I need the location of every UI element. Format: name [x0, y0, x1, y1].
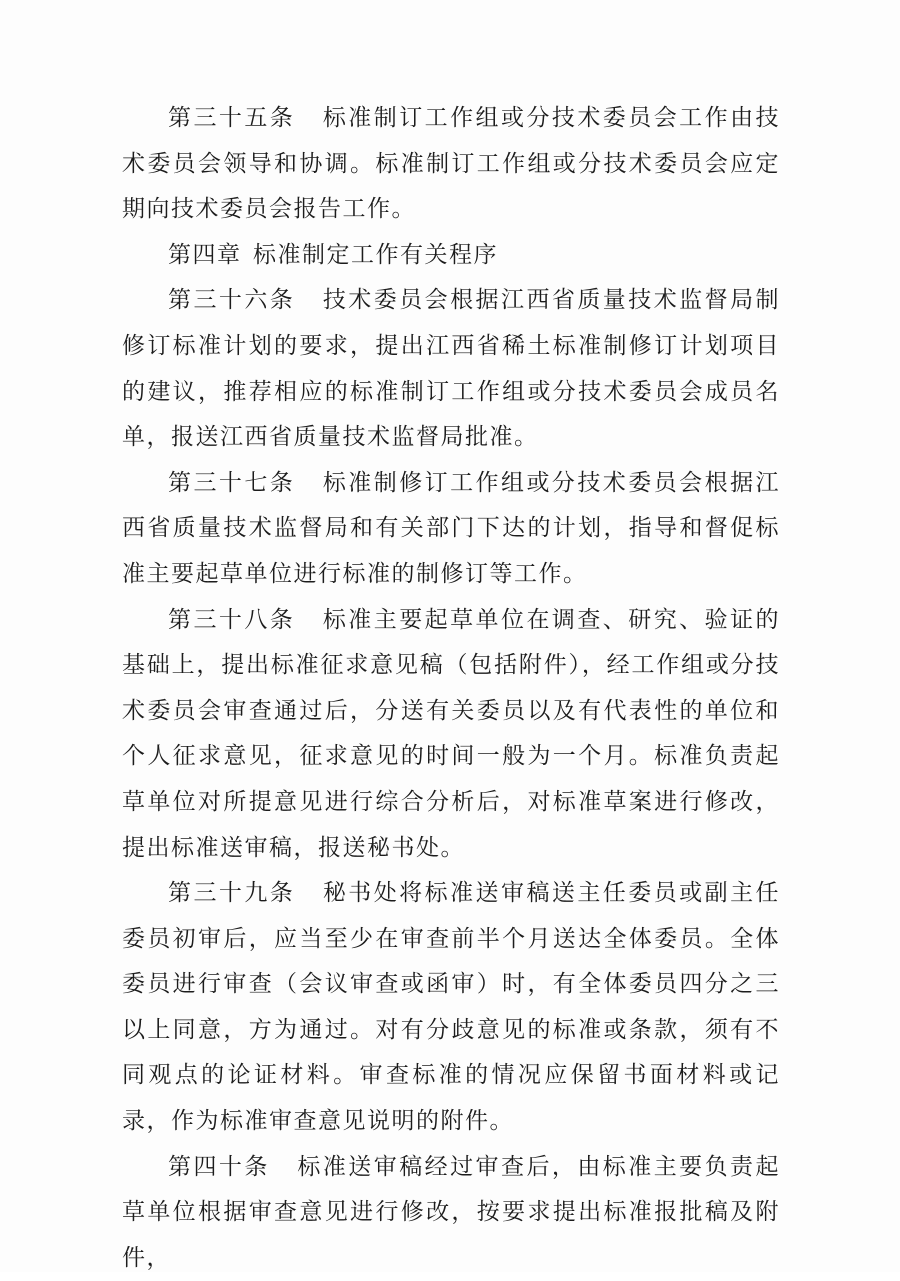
- article-number: 第四十条: [168, 1153, 270, 1180]
- article-paragraph: [122, 461, 780, 598]
- chapter-number: 第四章: [168, 241, 242, 268]
- article-number: 第三十六条: [168, 287, 296, 314]
- article-text: 技术委员会根据江西省质量技术监督局制修订标准计划的要求，提出江西省稀土标准制修订计划项目的建议，推荐相应的标准制订工作组或分技术委员会成员名单，报送江西省质量技术监督局批准。: [122, 287, 781, 451]
- article-text: 标准制修订工作组或分技术委员会根据江西省质量技术监督局和有关部门下达的计划，指导和督促标准主要起草单位进行标准的制修订等工作。: [122, 469, 781, 587]
- chapter-heading: [122, 233, 780, 279]
- article-text: 秘书处将标准送审稿送主任委员或副主任委员初审后，应当至少在审查前半个月送达全体委员。全体委员进行审查（会议审查或函审）时，有全体委员四分之三以上同意，方为通过。对有分歧意见的标准或条款，须有不同观点的论证材料。审查标准的情况应保留书面材料或记录，作为标准审查意见说明的附件。: [122, 880, 781, 1135]
- article-number: 第三十九条: [168, 880, 296, 907]
- article-text: 标准主要起草单位在调查、研究、验证的基础上，提出标准征求意见稿（包括附件），经工作组或分技术委员会审查通过后，分送有关委员以及有代表性的单位和个人征求意见，征求意见的时间一般为一个月。标准负责起草单位对所提意见进行综合分析后，对标准草案进行修改，提出标准送审稿，报送秘书处。: [122, 606, 781, 861]
- article-text: 标准制订工作组或分技术委员会工作由技术委员会领导和协调。标准制订工作组或分技术委员会应定期向技术委员会报告工作。: [122, 105, 781, 223]
- document-body: [122, 96, 780, 1281]
- article-paragraph: [122, 871, 780, 1145]
- article-text: 标准送审稿经过审查后，由标准主要负责起草单位根据审查意见进行修改，按要求提出标准报批稿及附件，: [122, 1153, 781, 1271]
- article-paragraph: [122, 1145, 780, 1281]
- article-paragraph: [122, 278, 780, 460]
- chapter-title: 标准制定工作有关程序: [253, 241, 498, 268]
- article-number: 第三十八条: [168, 606, 296, 633]
- article-paragraph: [122, 598, 780, 872]
- article-number: 第三十五条: [168, 105, 296, 131]
- article-number: 第三十七条: [168, 469, 296, 496]
- article-paragraph: [122, 96, 780, 233]
